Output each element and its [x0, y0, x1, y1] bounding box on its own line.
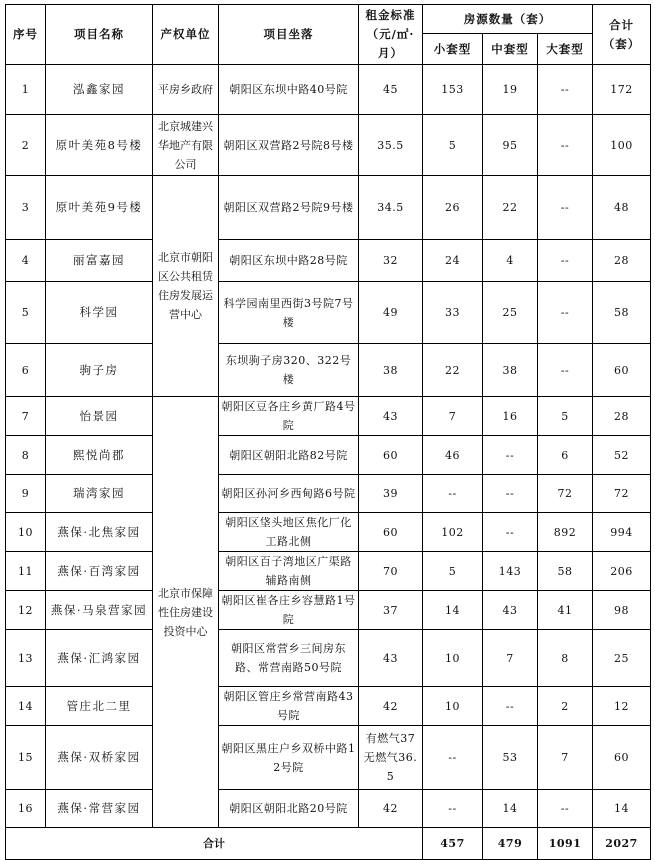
- table-row: [6, 436, 651, 475]
- row-large: --: [538, 115, 593, 176]
- row-medium: 16: [483, 397, 538, 436]
- row-medium: 4: [483, 240, 538, 282]
- row-large: --: [538, 790, 593, 828]
- row-small: --: [423, 726, 483, 790]
- row-total: 172: [593, 65, 651, 115]
- row-name: 燕保·汇鸿家园: [46, 630, 153, 687]
- row-address: 东坝驹子房320、322号楼: [219, 344, 359, 397]
- table-row: [6, 687, 651, 726]
- public-rental-housing-table: [5, 4, 651, 860]
- row-total: 994: [593, 513, 651, 552]
- row-name: 燕保·常营家园: [46, 790, 153, 828]
- row-name: 驹子房: [46, 344, 153, 397]
- row-total: 12: [593, 687, 651, 726]
- row-total: 52: [593, 436, 651, 475]
- row-total: 28: [593, 240, 651, 282]
- owner-cell: 平房乡政府: [153, 65, 219, 115]
- row-total: 48: [593, 176, 651, 240]
- row-seq: 1: [6, 65, 46, 115]
- row-small: 26: [423, 176, 483, 240]
- row-small: 102: [423, 513, 483, 552]
- header-total: 合计（套）: [593, 5, 651, 65]
- header-seq: 序号: [6, 5, 46, 65]
- row-name: 管庄北二里: [46, 687, 153, 726]
- row-large: 6: [538, 436, 593, 475]
- row-rent: 39: [359, 475, 423, 513]
- row-name: 瑞湾家园: [46, 475, 153, 513]
- table-row: [6, 65, 651, 115]
- row-large: --: [538, 176, 593, 240]
- row-address: 朝阳区常营乡三间房东路、常营南路50号院: [219, 630, 359, 687]
- row-small: 33: [423, 282, 483, 344]
- row-total: 206: [593, 552, 651, 591]
- row-seq: 7: [6, 397, 46, 436]
- row-rent: 60: [359, 513, 423, 552]
- table-row: [6, 344, 651, 397]
- table-row: [6, 115, 651, 176]
- row-small: 24: [423, 240, 483, 282]
- row-address: 朝阳区双营路2号院8号楼: [219, 115, 359, 176]
- row-total: 98: [593, 591, 651, 630]
- row-address: 朝阳区孙河乡西甸路6号院: [219, 475, 359, 513]
- row-medium: 22: [483, 176, 538, 240]
- row-seq: 13: [6, 630, 46, 687]
- row-seq: 9: [6, 475, 46, 513]
- row-address: 朝阳区双营路2号院9号楼: [219, 176, 359, 240]
- row-medium: --: [483, 687, 538, 726]
- row-rent: 70: [359, 552, 423, 591]
- table-row: [6, 475, 651, 513]
- row-medium: 25: [483, 282, 538, 344]
- owner-cell: 北京城建兴华地产有限公司: [153, 115, 219, 176]
- table-row: [6, 240, 651, 282]
- table-row: [6, 282, 651, 344]
- row-address: 朝阳区垡头地区焦化厂化工路北侧: [219, 513, 359, 552]
- row-medium: --: [483, 436, 538, 475]
- row-total: 60: [593, 344, 651, 397]
- row-rent: 43: [359, 397, 423, 436]
- row-large: 41: [538, 591, 593, 630]
- row-name: 怡景园: [46, 397, 153, 436]
- row-small: 22: [423, 344, 483, 397]
- row-small: --: [423, 790, 483, 828]
- row-address: 朝阳区管庄乡常营南路43号院: [219, 687, 359, 726]
- row-address: 朝阳区百子湾地区广渠路辅路南侧: [219, 552, 359, 591]
- row-address: 朝阳区朝阳北路82号院: [219, 436, 359, 475]
- header-address: 项目坐落: [219, 5, 359, 65]
- row-seq: 14: [6, 687, 46, 726]
- row-large: 8: [538, 630, 593, 687]
- row-medium: 7: [483, 630, 538, 687]
- row-seq: 5: [6, 282, 46, 344]
- row-address: 朝阳区朝阳北路20号院: [219, 790, 359, 828]
- header-name: 项目名称: [46, 5, 153, 65]
- row-name: 泓鑫家园: [46, 65, 153, 115]
- row-rent: 42: [359, 687, 423, 726]
- row-medium: 95: [483, 115, 538, 176]
- row-medium: 43: [483, 591, 538, 630]
- owner-cell: 北京市保障性住房建设投资中心: [153, 397, 219, 828]
- row-name: 原叶美苑9号楼: [46, 176, 153, 240]
- row-total: 58: [593, 282, 651, 344]
- row-small: 153: [423, 65, 483, 115]
- row-large: 72: [538, 475, 593, 513]
- row-rent: 42: [359, 790, 423, 828]
- header-small: 小套型: [423, 34, 483, 65]
- row-rent: 43: [359, 630, 423, 687]
- row-small: 14: [423, 591, 483, 630]
- header-owner: 产权单位: [153, 5, 219, 65]
- row-seq: 6: [6, 344, 46, 397]
- row-rent: 32: [359, 240, 423, 282]
- header-rent: 租金标准（元/㎡·月）: [359, 5, 423, 65]
- row-address: 朝阳区东坝中路40号院: [219, 65, 359, 115]
- header-large: 大套型: [538, 34, 593, 65]
- row-large: 5: [538, 397, 593, 436]
- row-seq: 2: [6, 115, 46, 176]
- row-total: 14: [593, 790, 651, 828]
- total-medium: 479: [483, 828, 538, 860]
- row-seq: 12: [6, 591, 46, 630]
- row-name: 燕保·马泉营家园: [46, 591, 153, 630]
- row-large: 7: [538, 726, 593, 790]
- row-address: 朝阳区豆各庄乡黄厂路4号院: [219, 397, 359, 436]
- table-row: [6, 552, 651, 591]
- row-address: 朝阳区黑庄户乡双桥中路12号院: [219, 726, 359, 790]
- row-seq: 15: [6, 726, 46, 790]
- row-small: 5: [423, 552, 483, 591]
- total-row: [6, 828, 651, 860]
- row-total: 60: [593, 726, 651, 790]
- row-rent: 60: [359, 436, 423, 475]
- row-seq: 11: [6, 552, 46, 591]
- total-small: 457: [423, 828, 483, 860]
- row-small: 7: [423, 397, 483, 436]
- row-medium: 53: [483, 726, 538, 790]
- row-rent: 45: [359, 65, 423, 115]
- row-large: 58: [538, 552, 593, 591]
- row-large: --: [538, 240, 593, 282]
- row-total: 72: [593, 475, 651, 513]
- row-small: 10: [423, 630, 483, 687]
- row-rent: 38: [359, 344, 423, 397]
- table-row: [6, 726, 651, 790]
- row-medium: --: [483, 475, 538, 513]
- row-address: 朝阳区东坝中路28号院: [219, 240, 359, 282]
- row-name: 燕保·双桥家园: [46, 726, 153, 790]
- row-rent: 37: [359, 591, 423, 630]
- row-seq: 4: [6, 240, 46, 282]
- table-row: [6, 397, 651, 436]
- row-name: 燕保·北焦家园: [46, 513, 153, 552]
- row-address: 科学园南里西街3号院7号楼: [219, 282, 359, 344]
- row-name: 熙悦尚郡: [46, 436, 153, 475]
- row-rent: 有燃气37 无燃气36.5: [359, 726, 423, 790]
- row-name: 原叶美苑8号楼: [46, 115, 153, 176]
- row-small: 10: [423, 687, 483, 726]
- row-total: 25: [593, 630, 651, 687]
- row-total: 28: [593, 397, 651, 436]
- row-name: 燕保·百湾家园: [46, 552, 153, 591]
- table-row: [6, 591, 651, 630]
- row-small: 46: [423, 436, 483, 475]
- row-large: --: [538, 65, 593, 115]
- row-small: --: [423, 475, 483, 513]
- header-units-group: 房源数量（套）: [423, 5, 593, 34]
- row-seq: 10: [6, 513, 46, 552]
- row-rent: 34.5: [359, 176, 423, 240]
- row-rent: 49: [359, 282, 423, 344]
- row-name: 丽富嘉园: [46, 240, 153, 282]
- row-small: 5: [423, 115, 483, 176]
- table-row: [6, 630, 651, 687]
- row-seq: 3: [6, 176, 46, 240]
- row-medium: 19: [483, 65, 538, 115]
- total-large: 1091: [538, 828, 593, 860]
- row-medium: 38: [483, 344, 538, 397]
- row-medium: 143: [483, 552, 538, 591]
- total-all: 2027: [593, 828, 651, 860]
- row-seq: 8: [6, 436, 46, 475]
- owner-cell: 北京市朝阳区公共租赁住房发展运营中心: [153, 176, 219, 397]
- row-large: 2: [538, 687, 593, 726]
- table-row: [6, 790, 651, 828]
- table-row: [6, 513, 651, 552]
- row-medium: 14: [483, 790, 538, 828]
- row-name: 科学园: [46, 282, 153, 344]
- row-total: 100: [593, 115, 651, 176]
- table-row: [6, 176, 651, 240]
- header-medium: 中套型: [483, 34, 538, 65]
- row-large: --: [538, 282, 593, 344]
- row-address: 朝阳区崔各庄乡容慧路1号院: [219, 591, 359, 630]
- total-label: 合计: [6, 828, 423, 860]
- row-large: --: [538, 344, 593, 397]
- row-seq: 16: [6, 790, 46, 828]
- row-medium: --: [483, 513, 538, 552]
- row-rent: 35.5: [359, 115, 423, 176]
- row-large: 892: [538, 513, 593, 552]
